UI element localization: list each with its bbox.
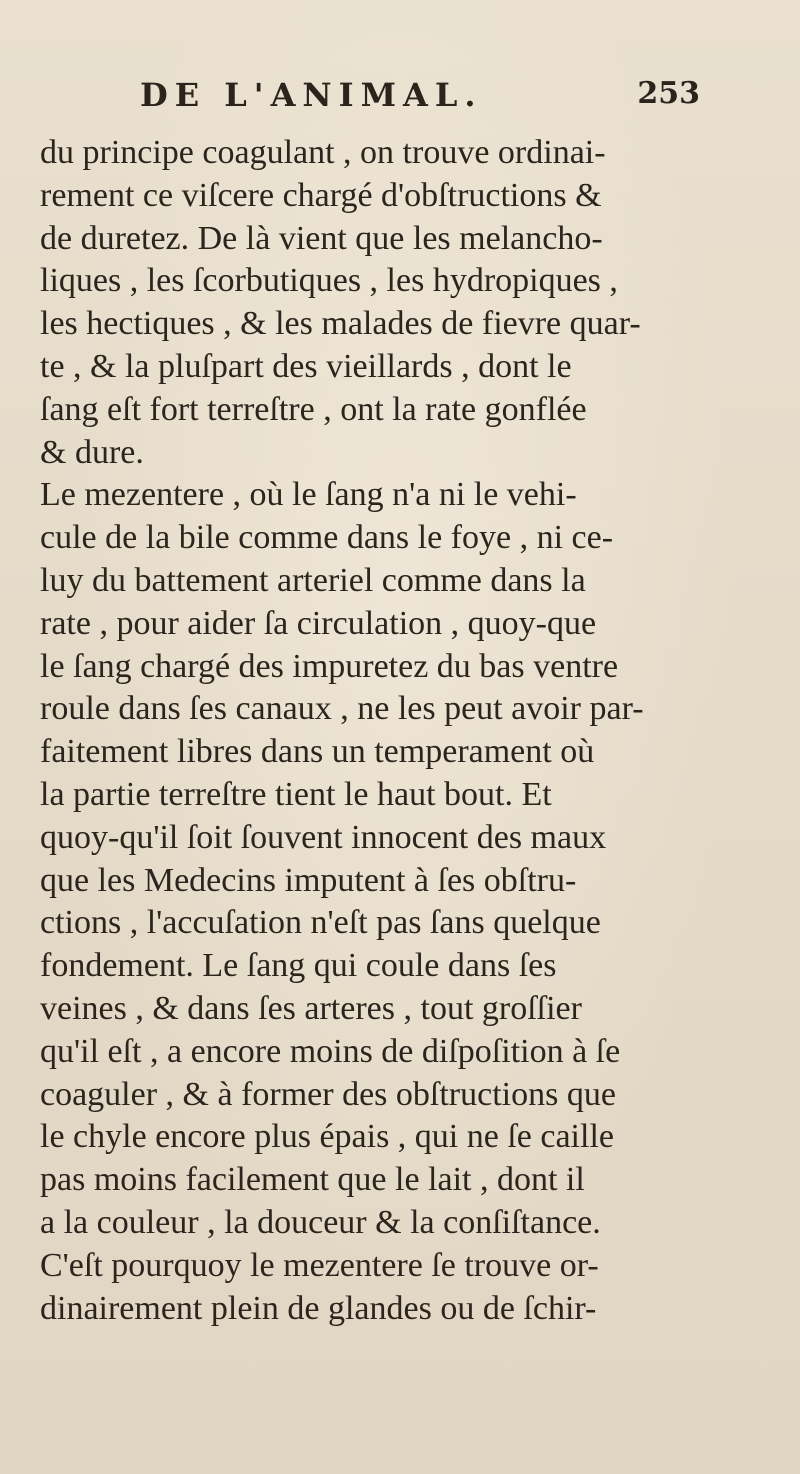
text-line: ctions , l'accuſation n'eſt pas ſans quelque (40, 904, 601, 942)
text-line: ſang eſt fort terreſtre , ont la rate gonflée (40, 390, 587, 428)
text-line: pas moins facilement que le lait , dont il (40, 1161, 585, 1199)
text-line: te , & la pluſpart des vieillards , dont le (40, 347, 572, 385)
text-line: a la couleur , la douceur & la conſiſtance. (40, 1203, 601, 1241)
text-line: qu'il eſt , a encore moins de diſpoſition à ſe (40, 1032, 621, 1070)
text-line: de duretez. De là vient que les melancho- (40, 219, 603, 257)
page-number: 253 (637, 76, 700, 111)
text-line: cule de la bile comme dans le foye , ni ce- (40, 519, 614, 557)
text-line: Le mezentere , où le ſang n'a ni le vehi- (40, 476, 577, 514)
text-line: coaguler , & à former des obſtructions que (40, 1075, 616, 1113)
text-line: que les Medecins imputent à ſes obſtru- (40, 861, 577, 899)
text-line: les hectiques , & les malades de fievre quar- (40, 305, 641, 343)
text-line: roule dans ſes canaux , ne les peut avoir par- (40, 690, 644, 728)
text-line: rate , pour aider ſa circulation , quoy-que (40, 604, 597, 642)
body-text (40, 132, 740, 1330)
text-line: veines , & dans ſes arteres , tout groſſier (40, 989, 582, 1027)
text-line: C'eſt pourquoy le mezentere ſe trouve or- (40, 1246, 599, 1284)
text-line: fondement. Le ſang qui coule dans ſes (40, 947, 557, 985)
text-line: du principe coagulant , on trouve ordinai- (40, 134, 606, 171)
text-line: faitement libres dans un temperament où (40, 733, 595, 771)
text-line: la partie terreſtre tient le haut bout. Et (40, 775, 552, 813)
text-line: rement ce viſcere chargé d'obſtructions & (40, 176, 602, 214)
text-line: liques , les ſcorbutiques , les hydropiques , (40, 262, 618, 300)
text-line: luy du battement arteriel comme dans la (40, 561, 586, 599)
text-line: & dure. (40, 433, 144, 471)
running-title: DE L'ANIMAL. (140, 76, 483, 114)
text-line: le chyle encore plus épais , qui ne ſe caille (40, 1118, 614, 1156)
text-line: le ſang chargé des impuretez du bas ventre (40, 647, 619, 685)
text-line: dinairement plein de glandes ou de ſchir- (40, 1289, 597, 1327)
text-line: quoy-qu'il ſoit ſouvent innocent des maux (40, 818, 607, 856)
page-header (140, 76, 700, 120)
